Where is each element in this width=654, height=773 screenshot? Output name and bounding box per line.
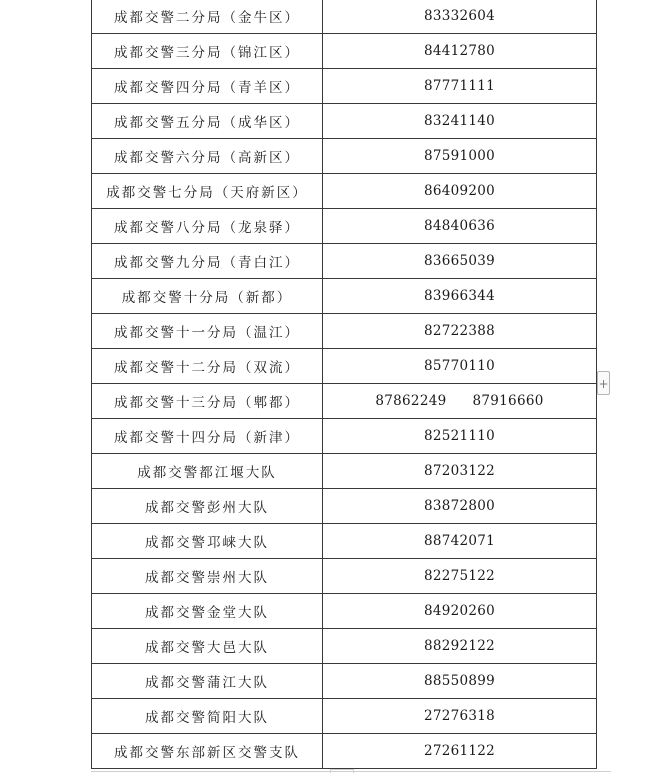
phone-number-cell[interactable] bbox=[323, 524, 597, 559]
table-row bbox=[92, 524, 597, 559]
unit-name-cell[interactable]: 成都交警九分局（青白江） bbox=[92, 244, 323, 279]
table-row bbox=[92, 419, 597, 454]
phone-number: 27276318 bbox=[423, 708, 496, 724]
unit-name-cell[interactable]: 成都交警十四分局（新津） bbox=[92, 419, 323, 454]
phone-number-cell[interactable] bbox=[323, 594, 597, 629]
phone-number: 84412780 bbox=[423, 43, 496, 59]
unit-name-cell[interactable]: 成都交警东部新区交警支队 bbox=[92, 734, 323, 769]
phone-number-cell[interactable] bbox=[323, 139, 597, 174]
phone-number: 85770110 bbox=[423, 358, 496, 374]
phone-number: 86409200 bbox=[423, 183, 496, 199]
add-row-button[interactable]: + bbox=[597, 371, 610, 395]
unit-name-cell[interactable]: 成都交警金堂大队 bbox=[92, 594, 323, 629]
table-row bbox=[92, 489, 597, 524]
unit-name-cell[interactable]: 成都交警四分局（青羊区） bbox=[92, 69, 323, 104]
table-row bbox=[92, 349, 597, 384]
table-row bbox=[92, 699, 597, 734]
phone-number-cell[interactable] bbox=[323, 384, 597, 419]
phone-number-cell[interactable] bbox=[323, 419, 597, 454]
table-row bbox=[92, 139, 597, 174]
phone-number: 84920260 bbox=[423, 603, 496, 619]
table-row bbox=[92, 734, 597, 769]
phone-number-cell[interactable] bbox=[323, 314, 597, 349]
phone-number-cell[interactable] bbox=[323, 104, 597, 139]
table-row bbox=[92, 454, 597, 489]
phone-number-cell[interactable] bbox=[323, 664, 597, 699]
phone-number-cell[interactable] bbox=[323, 69, 597, 104]
phone-number: 87203122 bbox=[423, 463, 496, 479]
table-row bbox=[92, 629, 597, 664]
table-row bbox=[92, 279, 597, 314]
table-row bbox=[92, 34, 597, 69]
unit-name-cell[interactable]: 成都交警八分局（龙泉驿） bbox=[92, 209, 323, 244]
table-row bbox=[92, 244, 597, 279]
phone-number-cell[interactable] bbox=[323, 174, 597, 209]
phone-number: 87916660 bbox=[472, 393, 544, 409]
phone-number-cell[interactable] bbox=[323, 734, 597, 769]
phone-number: 82275122 bbox=[423, 568, 496, 584]
unit-name-cell[interactable]: 成都交警三分局（锦江区） bbox=[92, 34, 323, 69]
phone-number-cell[interactable] bbox=[323, 0, 597, 34]
table-row bbox=[92, 559, 597, 594]
phone-number: 87591000 bbox=[423, 148, 496, 164]
table-row bbox=[92, 174, 597, 209]
phone-number: 84840636 bbox=[423, 218, 496, 234]
unit-name-cell[interactable]: 成都交警都江堰大队 bbox=[92, 454, 323, 489]
phone-number-cell[interactable] bbox=[323, 454, 597, 489]
table-row bbox=[92, 384, 597, 419]
table-row bbox=[92, 0, 597, 34]
phone-number-cell[interactable] bbox=[323, 209, 597, 244]
unit-name-cell[interactable]: 成都交警七分局（天府新区） bbox=[92, 174, 323, 209]
phone-number-cell[interactable] bbox=[323, 699, 597, 734]
unit-name-cell[interactable]: 成都交警邛崃大队 bbox=[92, 524, 323, 559]
unit-name-cell[interactable]: 成都交警大邑大队 bbox=[92, 629, 323, 664]
table-row bbox=[92, 69, 597, 104]
table-row bbox=[92, 209, 597, 244]
phone-number-cell[interactable] bbox=[323, 629, 597, 664]
unit-name-cell[interactable]: 成都交警简阳大队 bbox=[92, 699, 323, 734]
phone-number-cell[interactable] bbox=[323, 489, 597, 524]
unit-name-cell[interactable]: 成都交警五分局（成华区） bbox=[92, 104, 323, 139]
phone-number: 27261122 bbox=[423, 743, 496, 759]
unit-name-cell[interactable]: 成都交警崇州大队 bbox=[92, 559, 323, 594]
phone-number: 82521110 bbox=[423, 428, 496, 444]
unit-name-cell[interactable]: 成都交警十二分局（双流） bbox=[92, 349, 323, 384]
phone-number: 83241140 bbox=[423, 113, 496, 129]
unit-name-cell[interactable]: 成都交警十三分局（郫都） bbox=[92, 384, 323, 419]
table-body bbox=[92, 0, 597, 769]
unit-name-cell[interactable]: 成都交警彭州大队 bbox=[92, 489, 323, 524]
phone-number-cell[interactable] bbox=[323, 349, 597, 384]
phone-number-cell[interactable] bbox=[323, 279, 597, 314]
unit-name-cell[interactable]: 成都交警二分局（金牛区） bbox=[92, 0, 323, 34]
column-resize-handle[interactable] bbox=[330, 769, 354, 773]
phone-number: 83966344 bbox=[423, 288, 496, 304]
phone-number: 88550899 bbox=[423, 673, 496, 689]
unit-name-cell[interactable]: 成都交警十一分局（温江） bbox=[92, 314, 323, 349]
phone-number-cell[interactable] bbox=[323, 244, 597, 279]
phone-number-cell[interactable] bbox=[323, 559, 597, 594]
unit-name-cell[interactable]: 成都交警蒲江大队 bbox=[92, 664, 323, 699]
unit-name-cell[interactable]: 成都交警六分局（高新区） bbox=[92, 139, 323, 174]
phone-number-group bbox=[323, 393, 596, 409]
phone-number: 87771111 bbox=[423, 78, 496, 94]
phone-number: 83872800 bbox=[423, 498, 496, 514]
phone-number: 88292122 bbox=[423, 638, 496, 654]
phone-number: 83665039 bbox=[423, 253, 496, 269]
phone-number: 82722388 bbox=[423, 323, 496, 339]
table-row bbox=[92, 594, 597, 629]
phone-number: 88742071 bbox=[423, 533, 496, 549]
traffic-police-contact-table bbox=[91, 0, 597, 769]
phone-number: 83332604 bbox=[423, 8, 496, 24]
unit-name-cell[interactable]: 成都交警十分局（新都） bbox=[92, 279, 323, 314]
table-row bbox=[92, 664, 597, 699]
phone-number: 87862249 bbox=[375, 393, 447, 409]
table-row bbox=[92, 104, 597, 139]
phone-number-cell[interactable] bbox=[323, 34, 597, 69]
table-row bbox=[92, 314, 597, 349]
